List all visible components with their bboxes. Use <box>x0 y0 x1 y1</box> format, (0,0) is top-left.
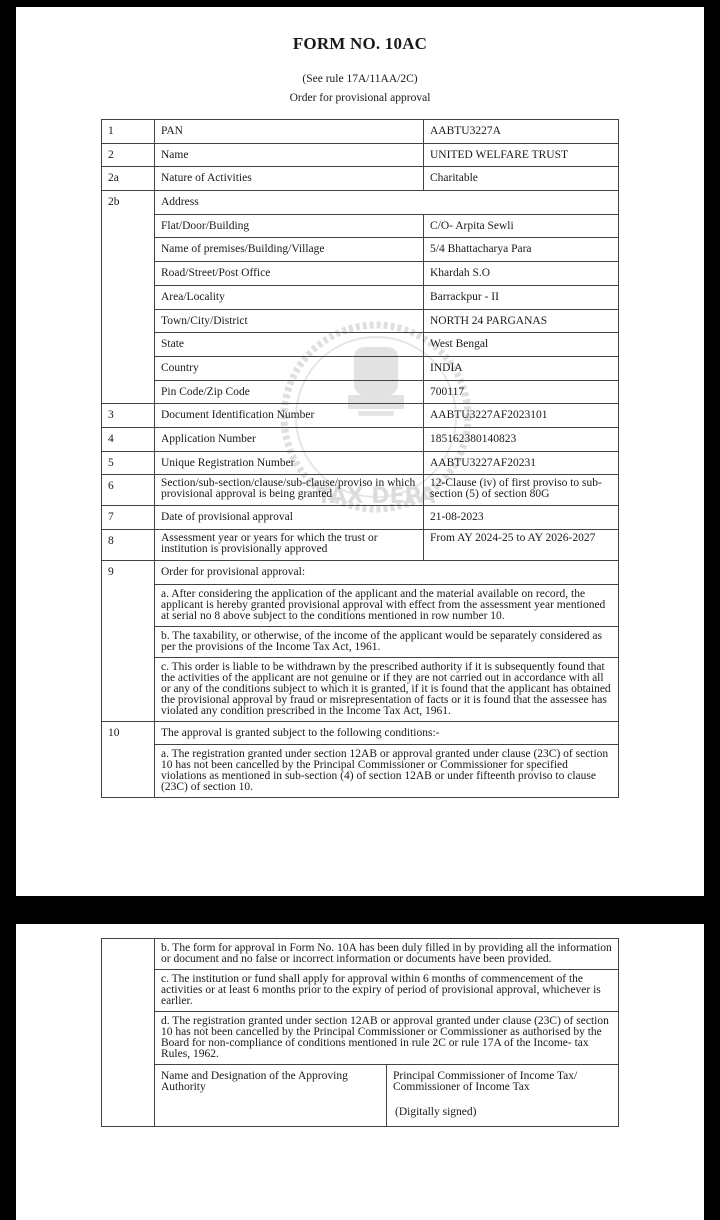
table-row-name <box>102 143 619 167</box>
condition-paragraph-a: a. The registration granted under section 12AB or approval granted under clause (23C) of section 10 has not been cancelled by the Principal Commissioner or Commissioner for specified violations as mentioned in sub-section (4) of section 12AB or under fifteenth proviso to clause (23C) of section 10. <box>155 745 619 798</box>
serial-number: 5 <box>102 451 155 475</box>
table-row-address-field <box>102 214 619 238</box>
order-paragraph-b: b. The taxability, or otherwise, of the income of the applicant would be separately considered as per the provisions of the Income Tax Act, 1961. <box>155 626 619 657</box>
table-row-condition <box>102 939 619 970</box>
table-row-address-field <box>102 356 619 380</box>
serial-number: 8 <box>102 530 155 561</box>
serial-number-empty <box>102 939 155 1127</box>
table-row-order-para <box>102 657 619 721</box>
authority-designation: Principal Commissioner of Income Tax/ Commissioner of Income Tax <box>393 1070 578 1093</box>
field-label: Area/Locality <box>155 285 424 309</box>
table-row-conditions-header <box>102 721 619 745</box>
table-row-address-field <box>102 380 619 404</box>
field-label: Name <box>155 143 424 167</box>
field-label: Assessment year or years for which the trust or institution is provisionally approved <box>155 530 424 561</box>
serial-number: 4 <box>102 427 155 451</box>
serial-number: 6 <box>102 475 155 506</box>
field-value-area: Barrackpur - II <box>424 285 619 309</box>
field-value-town: NORTH 24 PARGANAS <box>424 309 619 333</box>
field-value-name: UNITED WELFARE TRUST <box>424 143 619 167</box>
field-value-urn: AABTU3227AF20231 <box>424 451 619 475</box>
serial-number: 2 <box>102 143 155 167</box>
field-value-pan: AABTU3227A <box>424 120 619 144</box>
table-row-application-number <box>102 427 619 451</box>
field-label: Country <box>155 356 424 380</box>
field-label: Address <box>155 191 619 215</box>
field-value-road: Khardah S.O <box>424 262 619 286</box>
serial-number: 7 <box>102 506 155 530</box>
condition-paragraph-d: d. The registration granted under section 12AB or approval granted under clause (23C) of section 10 has not been cancelled by the Principal Commissioner or Commissioner as authorised by the Board for non-compliance of conditions mentioned in rule 2C or rule 17A of the Income- tax Rules, 1962. <box>155 1012 619 1065</box>
form-title: FORM NO. 10AC <box>292 34 428 53</box>
table-row-order-para <box>102 584 619 626</box>
table-row-condition <box>102 745 619 798</box>
section-heading: Order for provisional approval: <box>155 561 619 585</box>
digital-signature-note: (Digitally signed) <box>395 1106 477 1118</box>
table-row-address-field <box>102 285 619 309</box>
field-label: Unique Registration Number <box>155 451 424 475</box>
table-row-address-field <box>102 238 619 262</box>
serial-number: 10 <box>102 721 155 798</box>
field-value-pincode: 700117 <box>424 380 619 404</box>
serial-number: 3 <box>102 404 155 428</box>
table-row-date <box>102 506 619 530</box>
field-value-application-number: 185162380140823 <box>424 427 619 451</box>
table-row-section <box>102 475 619 506</box>
field-value-nature: Charitable <box>424 167 619 191</box>
table-row-urn <box>102 451 619 475</box>
field-label: Section/sub-section/clause/sub-clause/proviso in which provisional approval is being granted <box>155 475 424 506</box>
field-value-authority <box>387 1065 619 1127</box>
field-value-din: AABTU3227AF2023101 <box>424 404 619 428</box>
field-label: State <box>155 333 424 357</box>
table-row-pan <box>102 120 619 144</box>
field-value-flat: C/O- Arpita Sewli <box>424 214 619 238</box>
table-row-address-field <box>102 309 619 333</box>
table-row-order-para <box>102 626 619 657</box>
serial-number: 2b <box>102 191 155 404</box>
table-row-din <box>102 404 619 428</box>
field-label: Road/Street/Post Office <box>155 262 424 286</box>
document-page-2 <box>16 924 704 1220</box>
field-label: Town/City/District <box>155 309 424 333</box>
condition-paragraph-c: c. The institution or fund shall apply for approval within 6 months of commencement of the activities or at least 6 months prior to the expiry of period of provisional approval, whichever is earlier. <box>155 970 619 1012</box>
field-label: Name of premises/Building/Village <box>155 238 424 262</box>
table-row-address-header <box>102 191 619 215</box>
field-label: Application Number <box>155 427 424 451</box>
table-row-assessment-year <box>102 530 619 561</box>
form-subtitle: Order for provisional approval <box>289 92 431 104</box>
table-row-nature <box>102 167 619 191</box>
serial-number: 1 <box>102 120 155 144</box>
field-label: Document Identification Number <box>155 404 424 428</box>
table-row-condition <box>102 970 619 1012</box>
table-row-address-field <box>102 333 619 357</box>
field-value-section: 12-Clause (iv) of first proviso to sub-section (5) of section 80G <box>424 475 619 506</box>
field-label: Date of provisional approval <box>155 506 424 530</box>
condition-paragraph-b: b. The form for approval in Form No. 10A has been duly filled in by providing all the information or document and no false or incorrect information or documents have been provided. <box>155 939 619 970</box>
field-label: PAN <box>155 120 424 144</box>
field-value-premises: 5/4 Bhattacharya Para <box>424 238 619 262</box>
field-label: Flat/Door/Building <box>155 214 424 238</box>
table-row-condition <box>102 1012 619 1065</box>
serial-number: 2a <box>102 167 155 191</box>
order-paragraph-a: a. After considering the application of the applicant and the material available on record, the applicant is hereby granted provisional approval with effect from the assessment year mentioned at serial no 8 above subject to the conditions mentioned in row number 10. <box>155 584 619 626</box>
svg-text:TAX DEPA: TAX DEPA <box>316 484 436 509</box>
section-heading: The approval is granted subject to the following conditions:- <box>155 721 619 745</box>
serial-number: 9 <box>102 561 155 722</box>
form-table-page-2 <box>101 938 619 1127</box>
order-paragraph-c: c. This order is liable to be withdrawn by the prescribed authority if it is subsequently found that the activities of the applicant are not genuine or if they are not carried out in accordance with all or any of the conditions subject to which it is granted, if it is found that the applicant has obtained the provisional approval by fraud or misrepresentation of facts or it is found that the assessee has violated any condition prescribed in the Income Tax Act, 1961. <box>155 657 619 721</box>
field-value-assessment-year: From AY 2024-25 to AY 2026-2027 <box>424 530 619 561</box>
table-row-order-header <box>102 561 619 585</box>
field-label: Pin Code/Zip Code <box>155 380 424 404</box>
table-row-address-field <box>102 262 619 286</box>
document-page-1 <box>16 7 704 896</box>
table-row-approving-authority <box>102 1065 619 1127</box>
field-value-date: 21-08-2023 <box>424 506 619 530</box>
form-table-page-1 <box>101 119 619 798</box>
field-label: Name and Designation of the Approving Authority <box>155 1065 387 1127</box>
field-value-state: West Bengal <box>424 333 619 357</box>
field-value-country: INDIA <box>424 356 619 380</box>
form-rule-reference: (See rule 17A/11AA/2C) <box>302 73 418 85</box>
field-label: Nature of Activities <box>155 167 424 191</box>
